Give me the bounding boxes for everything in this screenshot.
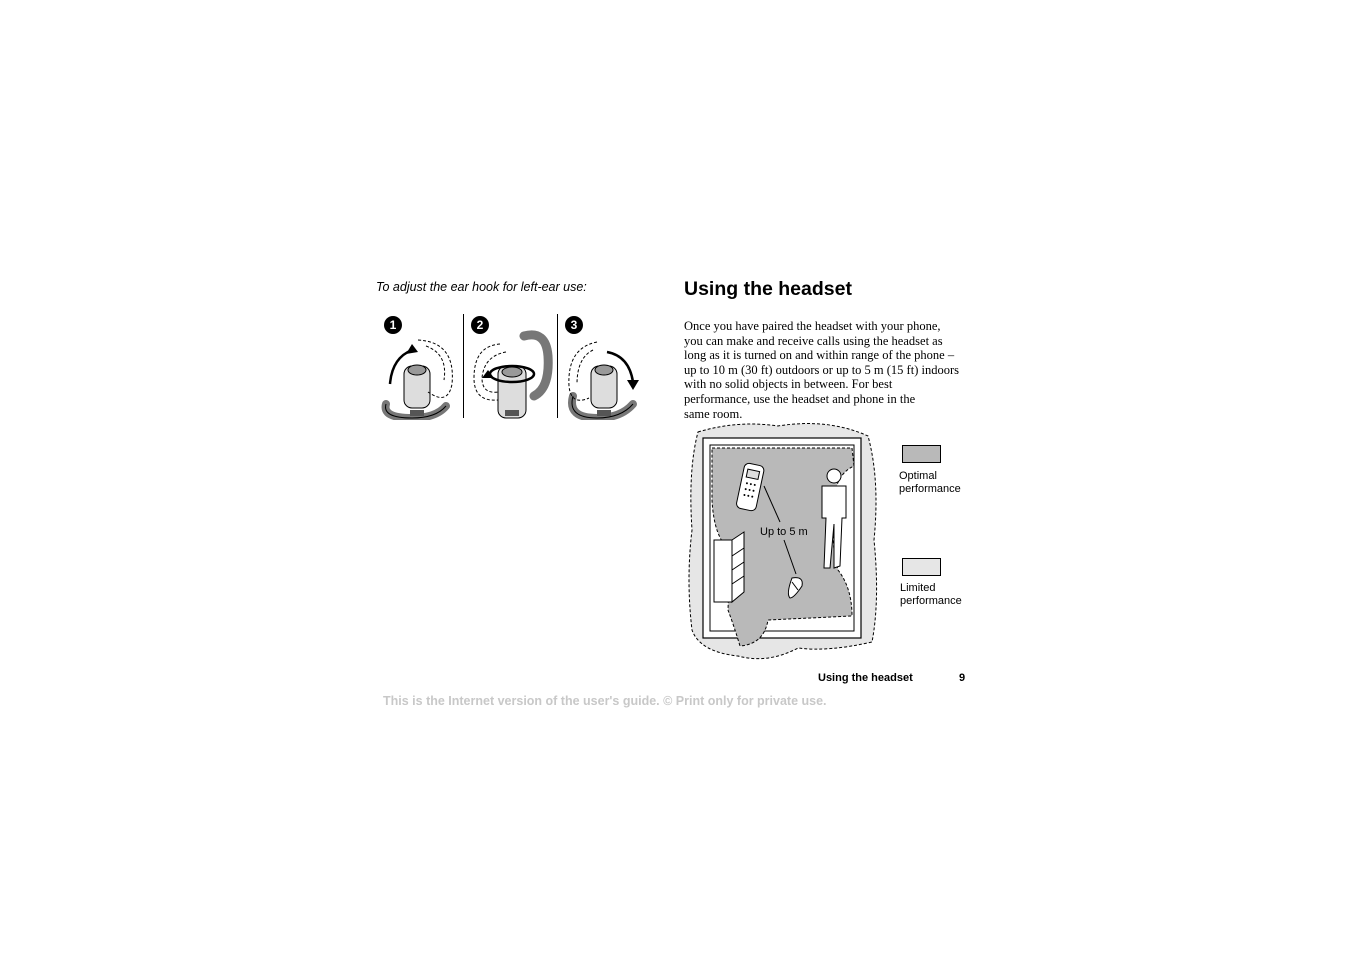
ear-hook-steps-illustration — [376, 312, 646, 422]
page-number: 9 — [959, 672, 966, 684]
distance-label: Up to 5 m — [760, 526, 808, 538]
limited-legend-label: Limited performance — [900, 582, 962, 607]
body-line: Once you have paired the headset with your phone, — [684, 319, 941, 333]
disclaimer-text: This is the Internet version of the user's guide. © Print only for private use. — [383, 694, 827, 708]
body-line: long as it is turned on and within range of the phone – — [684, 348, 955, 363]
step-divider — [557, 314, 558, 418]
headset-step-3-image — [563, 334, 647, 420]
body-line: you can make and receive calls using the headset as — [684, 333, 943, 348]
footer-section-title: Using the headset — [818, 672, 913, 684]
step-3-badge: 3 — [565, 316, 583, 334]
bookshelf-icon — [714, 532, 744, 602]
body-line: performance, use the headset and phone in the — [684, 391, 916, 406]
headset-step-1-image — [378, 334, 462, 420]
body-line: up to 10 m (30 ft) outdoors or up to 5 m (15 ft) indoors — [684, 362, 959, 377]
body-paragraph — [684, 319, 969, 421]
room-range-diagram — [688, 420, 880, 662]
step-1-badge: 1 — [384, 316, 402, 334]
headset-step-2-image — [468, 316, 554, 420]
limited-swatch — [902, 558, 941, 576]
optimal-legend-label: Optimal performance — [899, 470, 961, 495]
step-2-badge: 2 — [471, 316, 489, 334]
optimal-swatch — [902, 445, 941, 463]
body-line: same room. — [684, 406, 743, 421]
step-divider — [463, 314, 464, 418]
body-line: with no solid objects in between. For best — [684, 377, 893, 392]
instruction-caption: To adjust the ear hook for left-ear use: — [376, 280, 587, 294]
section-title: Using the headset — [684, 278, 852, 300]
